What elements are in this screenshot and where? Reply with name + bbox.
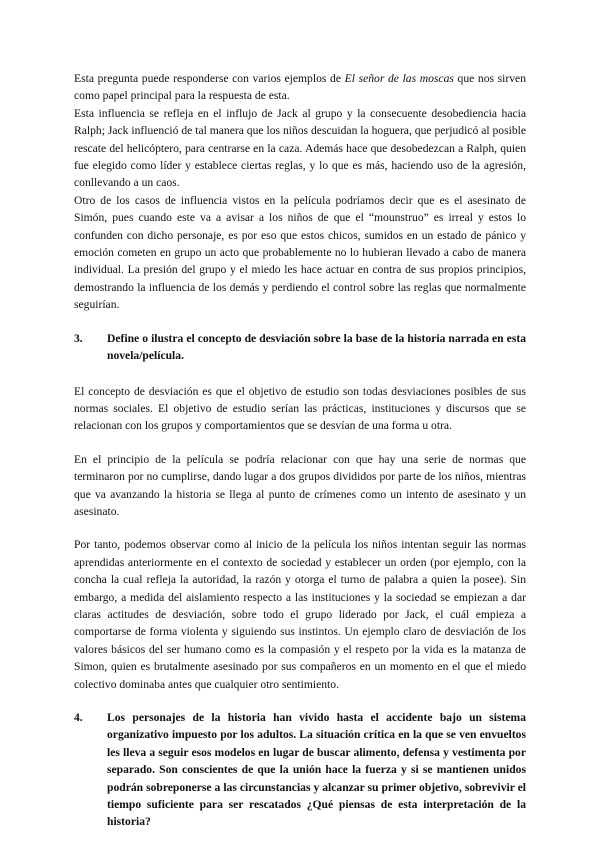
section-3-paragraph-1: El concepto de desviación es que el objetivo de estudio son todas desviaciones posibles de sus normas sociales. El objetivo de estudio serían las prácticas, instituciones y discursos que se relacionan con los grupos y comportamientos que se desvían de una forma u otra.	[74, 384, 526, 433]
intro-p1-start: Esta pregunta puede responderse con varios ejemplos de	[74, 72, 345, 85]
question-4	[58, 709, 526, 831]
intro-paragraph-1	[74, 70, 526, 105]
book-title: El señor de las moscas	[344, 72, 454, 85]
question-4-number: 4.	[74, 711, 83, 724]
document-page	[74, 70, 526, 831]
question-3-number: 3.	[74, 331, 83, 345]
question-3	[58, 330, 526, 365]
intro-paragraph-3: Otro de los casos de influencia vistos en la película podríamos decir que es el asesinato de Simón, pues cuando este va a avisar a los niños de que el “mounstruo” es irreal y estos lo confunden con dicho personaje, es por eso que estos chicos, sumidos en un estado de pánico y emoción cometen en grupo un acto que probablemente no lo hubieran llevado a cabo de manera individual. La presión del grupo y el miedo les hace actuar en contra de sus propios principios, demostrando la influencia de los demás y perdiendo el control sobre las reglas que normalmente seguirían.	[74, 193, 526, 312]
section-3-paragraph-2: En el principio de la película se podría relacionar con que hay una serie de normas que terminaron por no cumplirse, dando lugar a dos grupos divididos por parte de los niños, mientras que va avanzando la historia se llega al punto de crímenes como un intento de asesinato y un asesinato.	[74, 452, 526, 518]
question-4-text: Los personajes de la historia han vivido hasta el accidente bajo un sistema organizativo impuesto por los adultos. La situación crítica en la que se ven envueltos les lleva a seguir esos modelos en lugar de buscar alimento, defensa y vestimenta por separado. Son conscientes de que la unión hace la fuerza y si se mantienen unidos podrán sobreponerse a las circunstancias y alcanzar su primer objetivo, sobrevivir el tiempo suficiente para ser rescatados ¿Qué piensas de esta interpretación de la historia?	[107, 711, 526, 829]
question-3-text: Define o ilustra el concepto de desviación sobre la base de la historia narrada en esta novela/película.	[107, 331, 526, 363]
intro-p1-end: que nos sirven como papel principal para la respuesta de esta.	[74, 72, 527, 103]
intro-paragraph-2: Esta influencia se refleja en el influjo de Jack al grupo y la consecuente desobediencia hacia Ralph; Jack influenció de tal manera que los niños descuidan la hoguera, que perjudicó al posible rescate del helicóptero, para centrarse en la caza. Además hace que desobedezcan a Ralph, quien fue elegido como líder y establece ciertas reglas, y lo que es más, haciendo uso de la agresión, conllevando a un caos.	[74, 106, 526, 190]
section-3-paragraph-3: Por tanto, podemos observar como al inicio de la película los niños intentan seguir las normas aprendidas anteriormente en el contexto de sociedad y establecer un orden (por ejemplo, con la concha la cual refleja la autoridad, la razón y otorga el turno de palabra a quien la posee). Sin embargo, a medida del aislamiento respecto a las instituciones y la sociedad se empiezan a dar claras actitudes de desviación, sobre todo el grupo liderado por Jack, el cuál empieza a comportarse de forma violenta y siguiendo sus instintos. Un ejemplo claro de desviación de los valores básicos del ser humano como es la compasión y el respeto por la vida es la matanza de Simon, quien es brutalmente asesinado por sus compañeros en un momento en el que el miedo colectivo dominaba antes que cualquier otro sentimiento.	[74, 538, 526, 691]
